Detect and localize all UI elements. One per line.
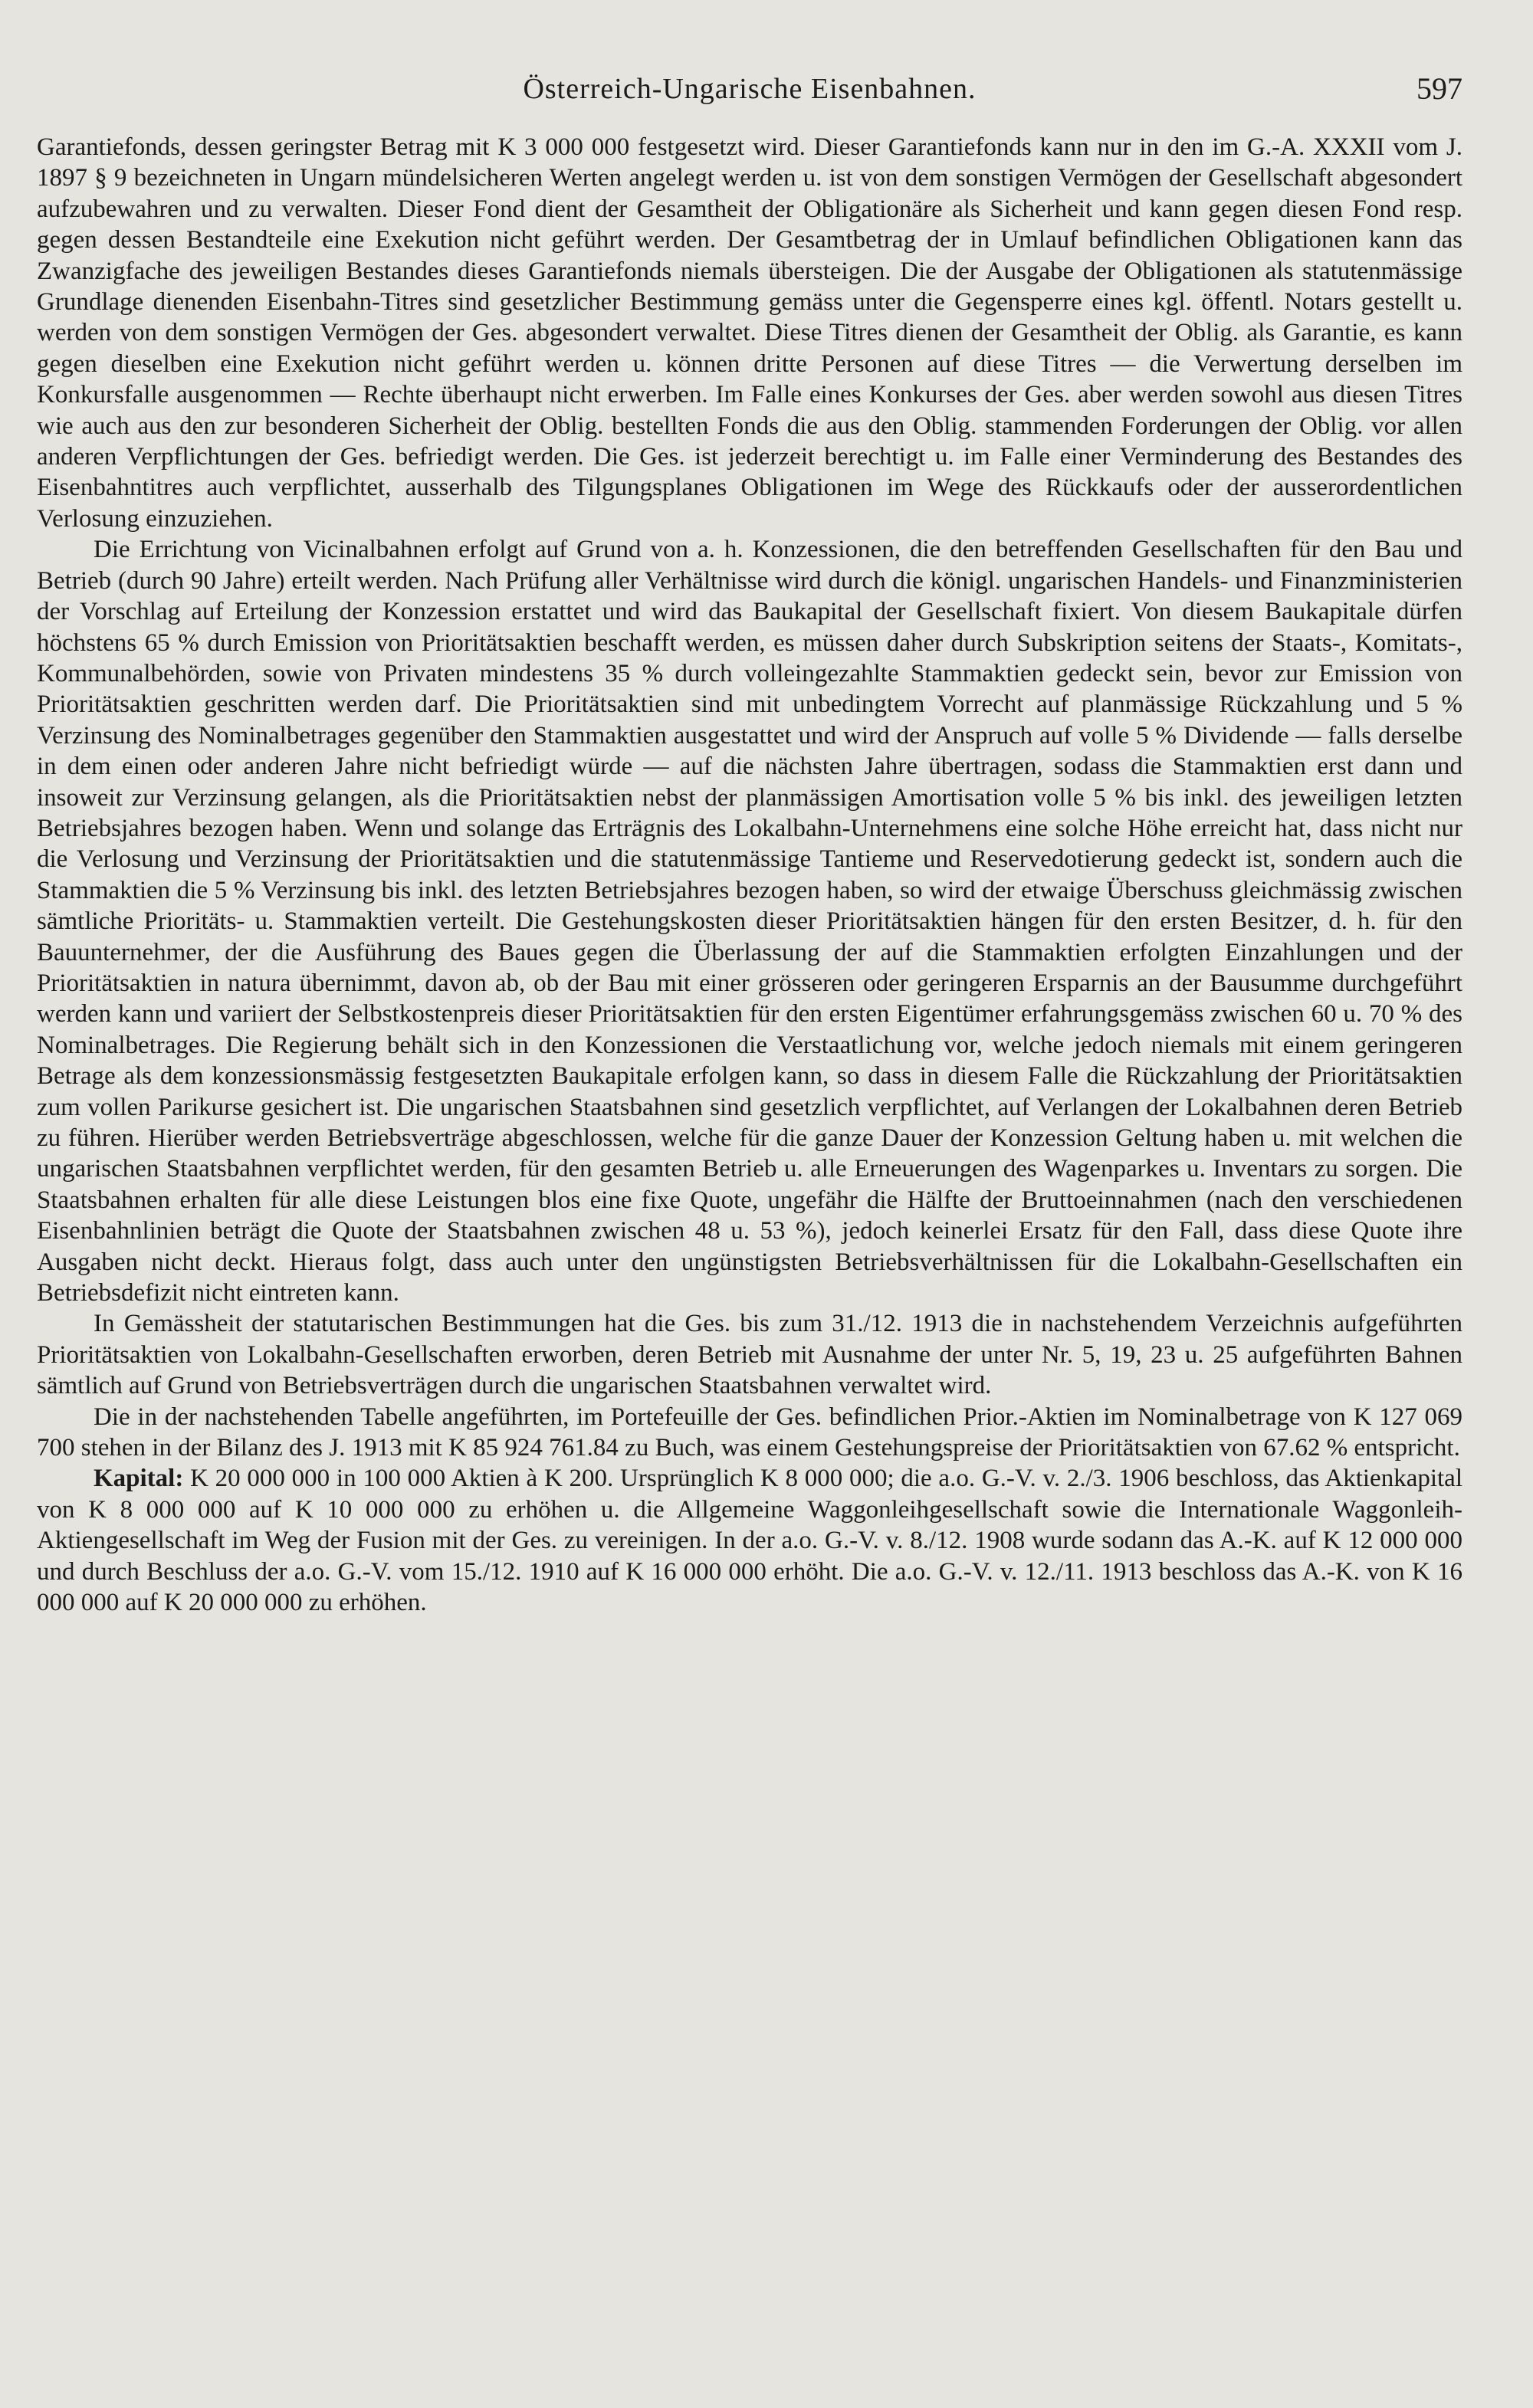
paragraph-statutarische-bestimmungen: In Gemässheit der statutarischen Bestimmungen hat die Ges. bis zum 31./12. 1913 die in nachstehendem Verzeichnis aufgeführten Prioritätsaktien von Lokalbahn-Gesellschaften erworben, deren Betrieb mit Ausnahme der unter Nr. 5, 19, 23 u. 25 aufgeführten Bahnen sämtlich auf Grund von Betriebsverträgen durch die ungarischen Staatsbahnen verwaltet wird. (37, 1310, 1462, 1400)
body-text (37, 132, 1462, 1619)
paragraph-prior-aktien: Die in der nachstehenden Tabelle angeführten, im Portefeuille der Ges. befindlichen Prior.-Aktien im Nominalbetrage von K 127 069 700 stehen in der Bilanz des J. 1913 mit K 85 924 761.84 zu Buch, was einem Gestehungspreise der Prioritätsaktien von 67.62 % entspricht. (37, 1402, 1462, 1462)
page-number: 597 (1416, 71, 1462, 106)
kapital-text: K 20 000 000 in 100 000 Aktien à K 200. Ursprünglich K 8 000 000; die a.o. G.-V. v. 2./3. 1906 beschloss, das Aktienkapital von K 8 000 000 auf K 10 000 000 zu erhöhen u. die Allgemeine Waggonleihgesellschaft sowie die Internationale Waggonleih-Aktiengesellschaft im Weg der Fusion mit der Ges. zu vereinigen. In der a.o. G.-V. v. 8./12. 1908 wurde sodann das A.-K. auf K 12 000 000 und durch Beschluss der a.o. G.-V. vom 15./12. 1910 auf K 16 000 000 erhöht. Die a.o. G.-V. v. 12./11. 1913 beschloss das A.-K. von K 16 000 000 auf K 20 000 000 zu erhöhen. (37, 1465, 1462, 1617)
kapital-label: Kapital: (94, 1465, 184, 1493)
paragraph-kapital (37, 1463, 1462, 1618)
running-title: Österreich-Ungarische Eisenbahnen. (523, 73, 977, 105)
paragraph-vicinalbahnen: Die Errichtung von Vicinalbahnen erfolgt auf Grund von a. h. Konzessionen, die den betreffenden Gesellschaften für den Bau und Betrieb (durch 90 Jahre) erteilt werden. Nach Prüfung aller Verhältnisse wird durch die königl. ungarischen Handels- und Finanzministerien der Vorschlag auf Erteilung der Konzession erstattet und wird das Baukapital der Gesellschaft fixiert. Von diesem Baukapitale dürfen höchstens 65 % durch Emission von Prioritätsaktien beschafft werden, es müssen daher durch Subskription seitens der Staats-, Komitats-, Kommunalbehörden, sowie von Privaten mindestens 35 % durch volleingezahlte Stammaktien gedeckt sein, bevor zur Emission von Prioritätsaktien geschritten werden darf. Die Prioritätsaktien sind mit unbedingtem Vorrecht auf planmässige Rückzahlung und 5 % Verzinsung des Nominalbetrages gegenüber den Stammaktien ausgestattet und wird der Anspruch auf volle 5 % Dividende — falls derselbe in dem einen oder anderen Jahre nicht befriedigt würde — auf die nächsten Jahre übertragen, sodass die Stammaktien erst dann und insoweit zur Verzinsung gelangen, als die Prioritätsaktien nebst der planmässigen Amortisation volle 5 % bis inkl. des jeweiligen letzten Betriebsjahres bezogen haben. Wenn und solange das Erträgnis des Lokalbahn-Unternehmens eine solche Höhe erreicht hat, dass nicht nur die Verlosung und Verzinsung der Prioritätsaktien und die statutenmässige Tantieme und Reservedotierung gedeckt ist, sondern auch die Stammaktien die 5 % Verzinsung bis inkl. des letzten Betriebsjahres bezogen haben, so wird der etwaige Überschuss gleichmässig zwischen sämtliche Prioritäts- u. Stammaktien verteilt. Die Gestehungskosten dieser Prioritätsaktien hängen für den ersten Besitzer, d. h. für den Bauunternehmer, der die Ausführung des Baues gegen die Überlassung der auf die Stammaktien erfolgten Einzahlungen und der Prioritätsaktien in natura übernimmt, davon ab, ob der Bau mit einer grösseren oder geringeren Ersparnis an der Bausumme durchgeführt werden kann und variiert der Selbstkostenpreis dieser Prioritätsaktien für den ersten Eigentümer erfahrungsgemäss zwischen 60 u. 70 % des Nominalbetrages. Die Regierung behält sich in den Konzessionen die Verstaatlichung vor, welche jedoch niemals mit einem geringeren Betrage als dem konzessionsmässig festgesetzten Baukapitale erfolgen kann, so dass in diesem Falle die Rückzahlung der Prioritätsaktien zum vollen Parikurse gesichert ist. Die ungarischen Staatsbahnen sind gesetzlich verpflichtet, auf Verlangen der Lokalbahnen deren Betrieb zu führen. Hierüber werden Betriebsverträge abgeschlossen, welche für die ganze Dauer der Konzession Geltung haben u. mit welchen die ungarischen Staatsbahnen verpflichtet werden, für den gesamten Betrieb u. alle Erneuerungen des Wagenparkes u. Inventars zu sorgen. Die Staatsbahnen erhalten für alle diese Leistungen blos eine fixe Quote, ungefähr die Hälfte der Bruttoeinnahmen (nach den verschiedenen Eisenbahnlinien beträgt die Quote der Staatsbahnen zwischen 48 u. 53 %), jedoch keinerlei Ersatz für den Fall, dass diese Quote ihre Ausgaben nicht deckt. Hieraus folgt, dass auch unter den ungünstigsten Betriebsverhältnissen für die Lokalbahn-Gesellschaften ein Betriebsdefizit nicht eintreten kann. (37, 536, 1462, 1307)
running-header (37, 55, 1462, 132)
paragraph-garantiefonds: Garantiefonds, dessen geringster Betrag mit K 3 000 000 festgesetzt wird. Dieser Garantiefonds kann nur in den im G.-A. XXXII vom J. 1897 § 9 bezeichneten in Ungarn mündelsicheren Werten angelegt werden u. ist von dem sonstigen Vermögen der Gesellschaft abgesondert aufzubewahren und zu verwalten. Dieser Fond dient der Gesamtheit der Obligationäre als Sicherheit und kann gegen diesen Fond resp. gegen dessen Bestandteile eine Exekution nicht geführt werden. Der Gesamtbetrag der in Umlauf befindlichen Obligationen kann das Zwanzigfache des jeweiligen Bestandes dieses Garantiefonds niemals übersteigen. Die der Ausgabe der Obligationen als statutenmässige Grundlage dienenden Eisenbahn-Titres sind gesetzlicher Bestimmung gemäss unter die Gegensperre eines kgl. öffentl. Notars gestellt u. werden von dem sonstigen Vermögen der Ges. abgesondert verwaltet. Diese Titres dienen der Gesamtheit der Oblig. als Garantie, es kann gegen dieselben eine Exekution nicht geführt werden u. können dritte Personen auf diese Titres — die Verwertung derselben im Konkursfalle ausgenommen — Rechte überhaupt nicht erwerben. Im Falle eines Konkurses der Ges. aber werden sowohl aus diesen Titres wie auch aus den zur besonderen Sicherheit der Oblig. bestellten Fonds die aus den Oblig. stammenden Forderungen der Oblig. vor allen anderen Verpflichtungen der Ges. befriedigt werden. Die Ges. ist jederzeit berechtigt u. im Falle einer Verminderung des Bestandes des Eisenbahntitres auch verpflichtet, ausserhalb des Tilgungsplanes Obligationen im Wege des Rückkaufs oder der ausserordentlichen Verlosung einzuziehen. (37, 133, 1462, 533)
